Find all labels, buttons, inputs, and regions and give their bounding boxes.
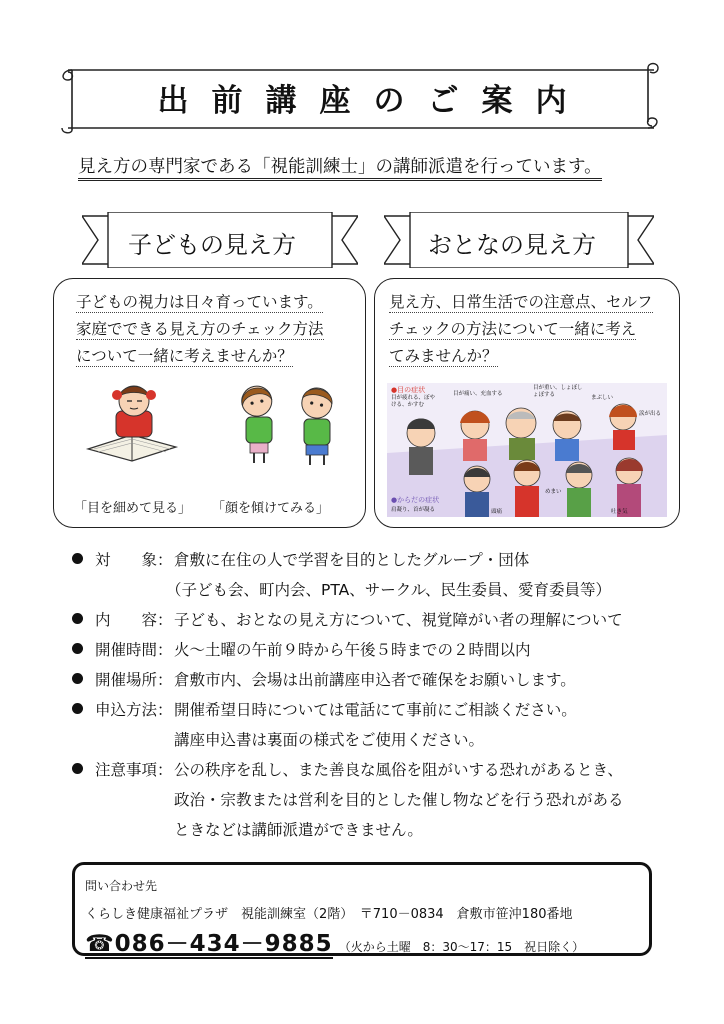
- children-line-3: について一緒に考えませんか？: [76, 347, 293, 365]
- bullet-icon: [72, 613, 83, 624]
- caption-narrow-eyes: 「目を細めて見る」: [74, 501, 192, 516]
- bullet-icon: [72, 553, 83, 564]
- bullet-icon: [72, 643, 83, 654]
- symptom-label-9: 吐き気: [611, 509, 628, 515]
- adults-line-1: 見え方、日常生活での注意点、セルフ: [389, 293, 653, 311]
- info-text: 倉敷市内、会場は出前講座申込者で確保をお願いします。: [174, 671, 576, 689]
- symptom-label-4: まぶしい: [591, 395, 614, 401]
- adults-box: [374, 278, 680, 528]
- girl-reading-illustration: [84, 377, 184, 467]
- info-item-place: [72, 668, 576, 690]
- symptom-label-1: 目が疲れる、ぼやける、かすむ: [391, 395, 436, 408]
- info-label: 申込方法：: [95, 701, 173, 719]
- info-item-time: [72, 638, 531, 660]
- children-line-1: 子どもの視力は日々育っています。: [76, 293, 323, 311]
- bullet-icon: [72, 763, 83, 774]
- symptom-label-7: めまい: [545, 489, 562, 495]
- info-label: 開催時間：: [95, 641, 173, 659]
- page-title: 出前講座のご案内: [157, 82, 590, 119]
- info-item-application: [72, 698, 577, 749]
- bullet-icon: [72, 703, 83, 714]
- info-label: 対 象：: [95, 551, 173, 569]
- info-text: 政治・宗教または営利を目的とした催し物などを行う恐れがある: [174, 791, 624, 809]
- contact-box: [72, 862, 652, 956]
- subtitle: [78, 153, 648, 178]
- symptom-label-3: 目が重い、しょぼしょぼする: [533, 385, 583, 398]
- info-item-target: [72, 548, 612, 599]
- info-label: 内 容：: [95, 611, 173, 629]
- contact-hours: （火から土曜 8：30～17：15 祝日除く）: [338, 940, 585, 954]
- info-text: （子ども会、町内会、PTA、サークル、民生委員、愛育委員等）: [166, 581, 612, 599]
- children-heading: 子どもの見え方: [128, 231, 296, 259]
- children-tilting-heads-illustration: [228, 377, 348, 469]
- adults-line-3: てみませんか？: [389, 347, 498, 365]
- eye-symptoms-label: ●目の症状: [391, 386, 426, 394]
- bullet-icon: [72, 673, 83, 684]
- info-item-notes: [72, 758, 624, 839]
- face-icon: [407, 419, 435, 476]
- children-box: [53, 278, 366, 528]
- info-text: 倉敷に在住の人で学習を目的としたグループ・団体: [174, 551, 530, 569]
- info-text: 火～土曜の午前９時から午後５時までの２時間以内: [174, 641, 531, 659]
- symptoms-illustration: [387, 383, 667, 517]
- info-item-content: [72, 608, 623, 630]
- info-text: 開催希望日時については電話にて事前にご相談ください。: [174, 701, 577, 719]
- contact-phone-row: [85, 925, 584, 958]
- adults-text: [389, 289, 653, 370]
- info-label: 開催場所：: [95, 671, 173, 689]
- body-symptoms-label: ●からだの症状: [391, 496, 440, 504]
- adults-line-2: チェックの方法について一緒に考え: [389, 320, 637, 338]
- adults-heading: おとなの見え方: [428, 231, 596, 259]
- children-text: [76, 289, 324, 370]
- caption-tilt-head: 「顔を傾けてみる」: [212, 501, 330, 516]
- phone-icon: ☎: [85, 931, 115, 957]
- subtitle-text: 見え方の専門家である「視能訓練士」の講師派遣を行っています。: [78, 157, 602, 181]
- symptom-label-6: 頭痛: [491, 509, 503, 515]
- info-text: 公の秩序を乱し、また善良な風俗を阻がいする恐れがあるとき、: [174, 761, 623, 779]
- info-text: 子ども、おとなの見え方について、視覚障がい者の理解について: [174, 611, 623, 629]
- info-text: 講座申込書は裏面の様式をご使用ください。: [174, 731, 485, 749]
- contact-heading: 問い合わせ先: [85, 879, 158, 893]
- symptom-label-8: 肩凝り、首が凝る: [391, 507, 436, 513]
- info-label: 注意事項：: [95, 761, 173, 779]
- info-text: ときなどは講師派遣ができません。: [174, 821, 423, 839]
- symptom-label-2: 目が痛い、充血する: [453, 391, 503, 397]
- phone-number-text: 086－434－9885: [114, 931, 333, 957]
- children-line-2: 家庭でできる見え方のチェック方法: [76, 320, 324, 338]
- contact-address: くらしき健康福祉プラザ 視能訓練室（2階） 〒710－0834 倉敷市笹沖180番地: [85, 907, 573, 922]
- phone-number[interactable]: [85, 931, 333, 959]
- symptom-label-5: 涙が出る: [639, 411, 662, 417]
